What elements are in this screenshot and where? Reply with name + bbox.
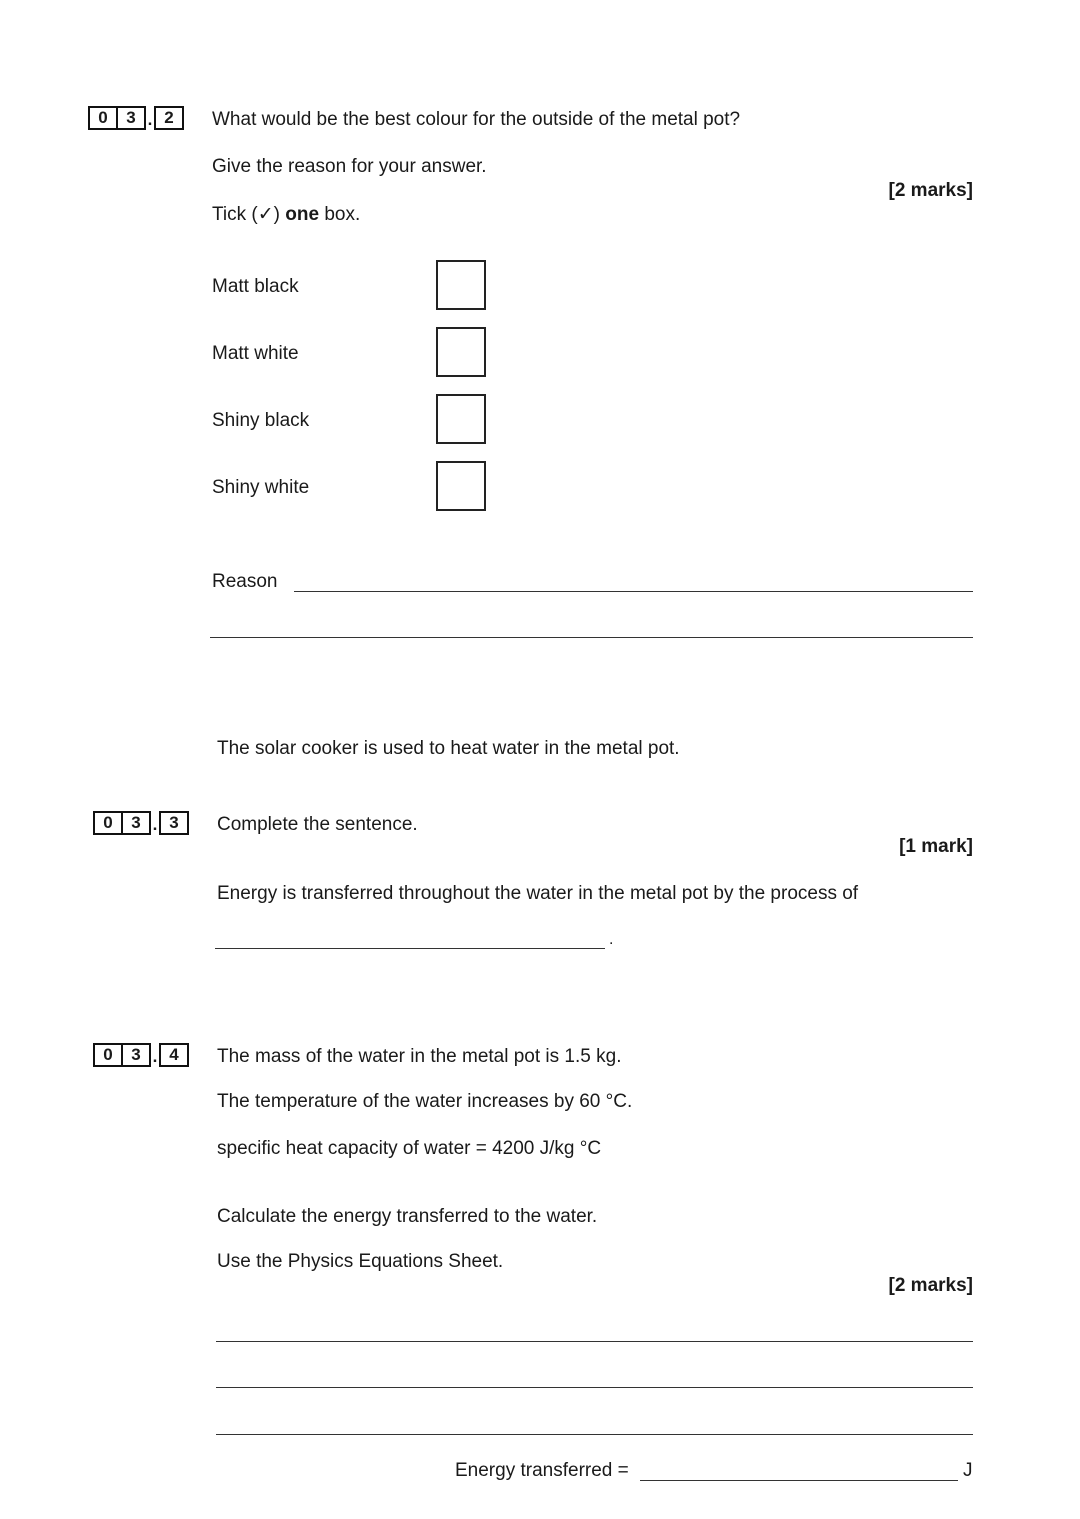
energy-transferred-label: Energy transferred =: [455, 1460, 629, 1481]
working-line-1[interactable]: [216, 1341, 973, 1342]
question-number-03-3: 0 3 . 3: [93, 811, 189, 835]
sentence-end-punctuation: .: [609, 931, 614, 948]
marks-03-4: [2 marks]: [888, 1275, 973, 1296]
option-label-shiny-white: Shiny white: [212, 477, 310, 498]
specific-heat-statement: specific heat capacity of water = 4200 J/kg °C: [217, 1138, 602, 1159]
checkbox-shiny-black[interactable]: [436, 394, 486, 444]
solar-cooker-intro: The solar cooker is used to heat water in the metal pot.: [217, 738, 680, 759]
equations-sheet-instruction: Use the Physics Equations Sheet.: [217, 1251, 504, 1272]
reason-prompt: Give the reason for your answer.: [212, 156, 487, 177]
mass-statement: The mass of the water in the metal pot is 1.5 kg.: [217, 1046, 622, 1067]
question-number-03-2: 0 3 . 2: [88, 106, 184, 130]
working-line-2[interactable]: [216, 1387, 973, 1388]
reason-label: Reason: [212, 571, 278, 592]
checkbox-matt-white[interactable]: [436, 327, 486, 377]
energy-answer-line[interactable]: [640, 1480, 958, 1481]
temperature-statement: The temperature of the water increases by 60 °C.: [217, 1091, 633, 1112]
option-label-matt-white: Matt white: [212, 343, 299, 364]
question-text-03-2: What would be the best colour for the outside of the metal pot?: [212, 109, 741, 130]
checkbox-matt-black[interactable]: [436, 260, 486, 310]
energy-unit: J: [963, 1460, 973, 1481]
reason-answer-line-1[interactable]: [294, 591, 973, 592]
marks-03-3: [1 mark]: [899, 836, 973, 857]
tick-instruction: Tick (✓) one box.: [212, 204, 361, 225]
sentence-answer-line[interactable]: [215, 948, 605, 949]
sentence-text: Energy is transferred throughout the water in the metal pot by the process of: [217, 883, 859, 904]
option-label-matt-black: Matt black: [212, 276, 299, 297]
reason-answer-line-2[interactable]: [210, 637, 973, 638]
question-text-03-3: Complete the sentence.: [217, 814, 418, 835]
checkbox-shiny-white[interactable]: [436, 461, 486, 511]
question-number-03-4: 0 3 . 4: [93, 1043, 189, 1067]
calculate-instruction: Calculate the energy transferred to the water.: [217, 1206, 598, 1227]
marks-03-2: [2 marks]: [888, 180, 973, 201]
working-line-3[interactable]: [216, 1434, 973, 1435]
option-label-shiny-black: Shiny black: [212, 410, 310, 431]
